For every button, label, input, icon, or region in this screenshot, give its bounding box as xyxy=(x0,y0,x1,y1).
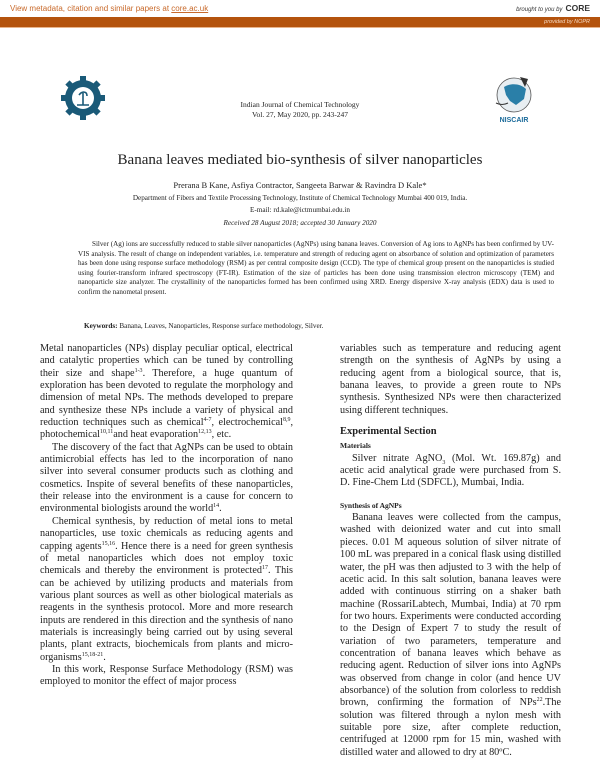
core-link[interactable]: core.ac.uk xyxy=(171,4,209,13)
metadata-text: View metadata, citation and similar papers at xyxy=(10,4,172,13)
right-column xyxy=(340,343,561,759)
text-run: . xyxy=(219,503,222,515)
paragraph xyxy=(40,343,293,442)
text-run: Banana leaves were collected from the campus, washed with deionized water and cut into small pieces. 0.01 M aqueous solution of silver nitrate of 100 mL was prepared in a conical flask using distilled water, the pH was then adjusted to 3 with the help of acetic acid. In this salt solution, banana leaves were added with continuous stirring on a shaker bath machine (RossariLabtech, Mumbai, India) at 70 rpm for two hours. Experiments were conducted according to the Design of Expert 7 to study the result of variation of two parameters, temperature and concentration of banana leaves which behave as reducing agent. Reduction of silver ions into AgNPs was observed from change in color (and hence UV absorbance) of the solution from colorless to reddish brown, confirming the formation of NPs xyxy=(340,512,561,709)
citation-ref: 15,18-21 xyxy=(81,651,104,658)
text-run: Silver nitrate AgNO xyxy=(352,452,443,464)
provided-by[interactable]: provided by NOPR xyxy=(544,19,590,25)
brought-by-core[interactable] xyxy=(516,3,590,13)
subsection-heading: Materials xyxy=(340,441,371,451)
citation-ref: 1-3 xyxy=(134,367,143,374)
citation-ref: 12,13 xyxy=(198,429,212,436)
keywords xyxy=(84,322,544,330)
paragraph xyxy=(40,442,293,516)
authors: Prerana B Kane, Asfiya Contractor, Sangeeta Barwar & Ravindra D Kale* xyxy=(173,180,427,190)
citation-ref: 22 xyxy=(536,697,543,704)
core-metadata-link[interactable] xyxy=(10,4,208,13)
text-run: .The solution was filtered through a nylon mesh with suitable pore size, after complete reduction, centrifuged at 12000 rpm for 15 min, washed with distilled water and allowed to dry at 80ºC. xyxy=(340,697,561,758)
paragraph xyxy=(340,453,561,490)
text-run: Metal nanoparticles (NPs) display peculiar optical, electrical and catalytic properties which can be tuned by controlling their size and shape xyxy=(40,343,293,379)
paragraph xyxy=(40,516,293,664)
keywords-label: Keywords: xyxy=(84,322,118,330)
journal-name: Indian Journal of Chemical Technology xyxy=(240,100,360,109)
text-run: . Therefore, a huge quantum of exploration has been devoted to regulate the morphology and dimension of metal NPs. The methods developed to prepare and synthesize these NPs include a variety of physical and reduction techniques such as chemical xyxy=(40,367,293,429)
text-run: . Hence there is a need for green synthesis of metal nanoparticles which does not employ toxic chemicals and thereby the environment is protected xyxy=(40,540,293,577)
citation-ref: 4-7 xyxy=(203,417,212,424)
affiliation: Department of Fibers and Textile Processing Technology, Institute of Chemical Technology Mumbai 400 019, India. xyxy=(132,194,468,202)
niscair-logo-text: NISCAIR xyxy=(499,117,529,124)
text-run: , photochemical xyxy=(40,417,293,441)
text-run: The discovery of the fact that AgNPs can be used to obtain antimicrobial effects has led to the incorporation of nano silver into several consumer products such as clothing and cosmetics. Inspite of several benefits of these nanoparticles, their release into the environment is a cause for concern to environmental biologists around the world xyxy=(40,441,293,515)
abstract: Silver (Ag) ions are successfully reduced to stable silver nanoparticles (AgNPs) using banana leaves. Conversion of Ag ions to AgNPs has been confirmed by UV-VIS analysis. The result of change on independent variables, i.e. temperature and strength of reducing agent on absorbance of solution and optimization of parameters has been done using response surface methodology (RSM) as per central composite design (CCD). The type of chemical group present on the nanoparticles is studied using fourier-transform infrared spectroscopy (FT-IR). Estimation of the size of particles has been done using transmission electron microscopy (TEM) and nanoparticle size analyzer. The crystallinity of the nanoparticles formed has been confirmed using XRD. Energy dispersive X-ray analysis (EDX) data is used to confirm the nanometal present. xyxy=(78,240,554,296)
citation-ref: 14 xyxy=(213,503,220,510)
citation-ref: 17 xyxy=(261,565,268,572)
core-logo: CORE xyxy=(565,3,590,13)
left-column xyxy=(40,343,293,689)
subsection-heading: Synthesis of AgNPs xyxy=(340,500,402,510)
paragraph xyxy=(340,343,561,417)
text-run: . This can be achieved by utilizing products and materials from various plant sources as well as other biological materials as reagents in the synthesis protocol. More and more research inputs are rendered in this direction and the synthesis of nano materials is increasingly being carried out by using several plants, plant extracts, biochemicals from plants and micro-organisms xyxy=(40,565,293,663)
text-run: variables such as temperature and reducing agent strength on the synthesis of AgNPs by using a reducing agent from a biological source, that is, banana leaves, to provide a green route to NPs synthesis. Synthesized NPs were then characterized using different techniques. xyxy=(340,343,561,416)
core-banner xyxy=(0,0,600,17)
text-run: and heat evaporation xyxy=(113,429,199,441)
keywords-list: Banana, Leaves, Nanoparticles, Response surface methodology, Silver. xyxy=(117,322,324,330)
text-run: , electrochemical xyxy=(211,417,283,429)
citation-ref: 15,16 xyxy=(101,540,116,547)
section-heading: Experimental Section xyxy=(340,426,437,438)
text-run: (Mol. Wt. 169.87g) and acetic acid analytical grade were purchased from S. D. Fine-Chem Ltd (SDFCL), Mumbai, India. xyxy=(340,452,561,489)
text-run: . xyxy=(103,651,106,663)
journal-issue: Vol. 27, May 2020, pp. 243-247 xyxy=(252,109,348,119)
journal-header xyxy=(0,100,600,119)
citation-ref: 10,11 xyxy=(99,429,114,436)
text-run: Chemical synthesis, by reduction of metal ions to metal nanoparticles, use toxic chemicals as reducing agents and capping agents xyxy=(40,515,293,552)
text-run: , etc. xyxy=(211,429,232,441)
paragraph xyxy=(340,512,561,759)
email: E-mail: rd.kale@ictmumbai.edu.in xyxy=(249,206,351,214)
subscript: 3 xyxy=(442,459,446,466)
paragraph xyxy=(40,664,293,689)
citation-ref: 8,9 xyxy=(282,417,291,424)
text-run: In this work, Response Surface Methodology (RSM) was employed to monitor the effect of major process xyxy=(40,663,293,688)
received-dates: Received 28 August 2018; accepted 30 January 2020 xyxy=(223,219,377,227)
provider-bar xyxy=(0,17,600,28)
brought-text: brought to you by xyxy=(516,7,563,13)
paper-title: Banana leaves mediated bio-synthesis of silver nanoparticles xyxy=(117,152,483,168)
